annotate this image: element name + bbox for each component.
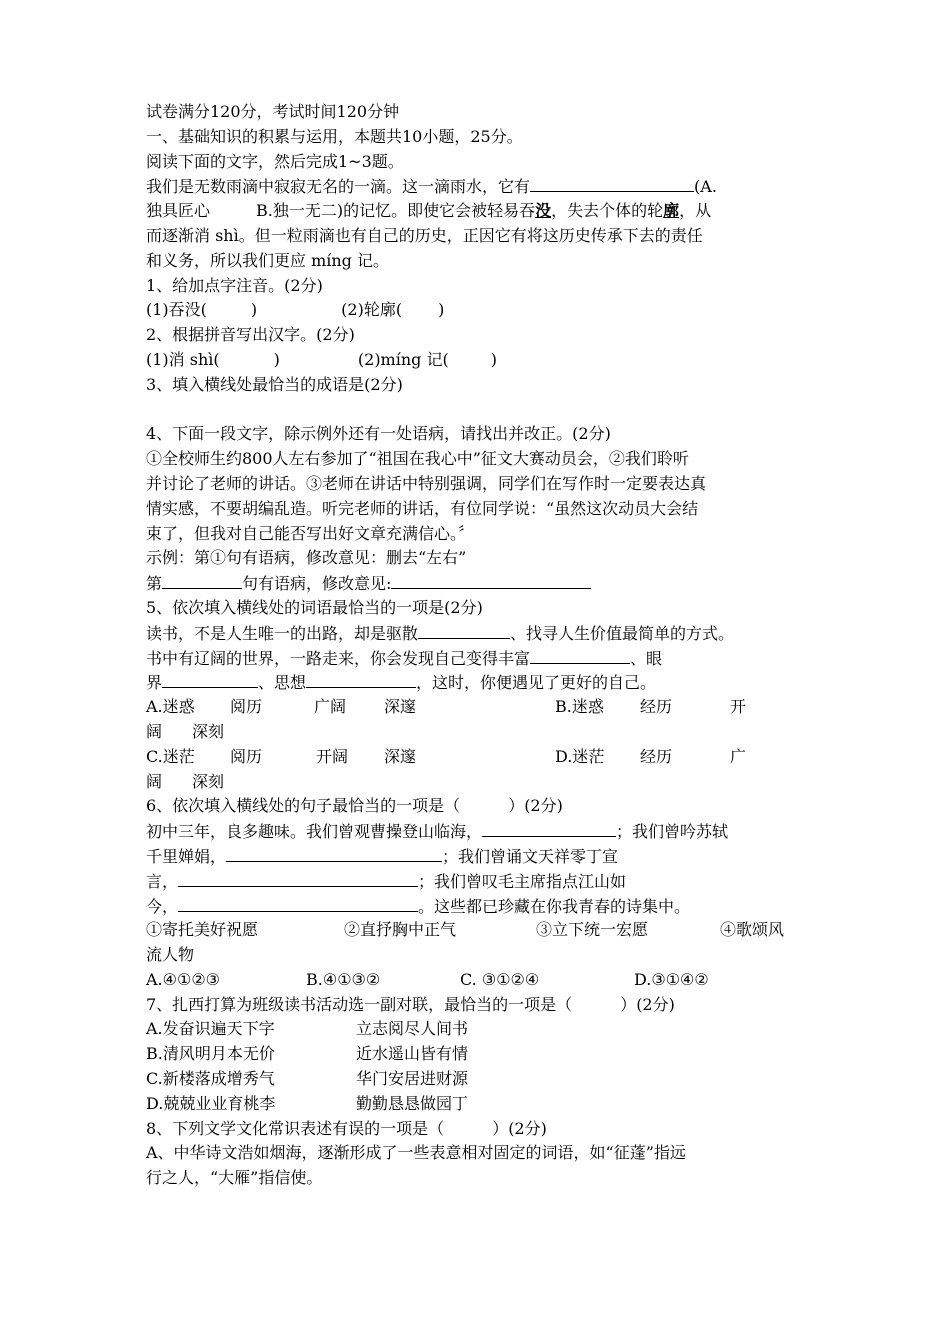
passage-line-4: 和义务，所以我们更应 míng 记。 bbox=[146, 250, 390, 270]
fill-blank[interactable] bbox=[530, 646, 630, 664]
q6-stem: 6、依次填入横线处的句子最恰当的一项是（ ）(2分) bbox=[146, 796, 563, 816]
q8-stem: 8、下列文学文化常识表述有误的一项是（ ）(2分) bbox=[146, 1118, 547, 1138]
fill-blank[interactable] bbox=[178, 894, 418, 912]
fill-blank[interactable] bbox=[418, 621, 510, 639]
option-b[interactable]: B.迷惑 bbox=[555, 697, 604, 717]
q6-items: ①寄托美好祝愿 ②直抒胸中正气 ③立下统一宏愿 ④歌颂风 bbox=[146, 920, 785, 940]
q6-options bbox=[146, 968, 826, 993]
q7-option-a[interactable]: A.发奋识遍天下字 立志阅尽人间书 bbox=[146, 1019, 469, 1039]
passage-line-2: 独具匠心 B.独一无二)的记忆。即使它会被轻易吞没，失去个体的轮廓，从 bbox=[146, 201, 712, 221]
q5-options-ab: A.迷惑 阅历 广阔 深邃 B.迷惑 经历 开 bbox=[146, 695, 826, 720]
q2-answers: (1)消 shì( ) (2)míng 记( ) bbox=[146, 349, 497, 369]
q8-option-a-2: 行之人，“大雁”指信使。 bbox=[146, 1168, 323, 1188]
q2-stem: 2、根据拼音写出汉字。(2分) bbox=[146, 325, 355, 345]
fill-blank[interactable] bbox=[530, 174, 694, 192]
fill-blank[interactable] bbox=[162, 670, 258, 688]
q4-answer: 第 句有语病，修改意见: bbox=[146, 571, 826, 596]
fill-blank[interactable] bbox=[482, 819, 616, 837]
q6-passage-2: 千里婵娟， ；我们曾诵文天祥零丁宣 bbox=[146, 844, 826, 869]
q5-passage-1: 读书，不是人生唯一的出路，却是驱散 、找寻人生价值最简单的方式。 bbox=[146, 621, 826, 646]
q5-passage-2: 书中有辽阔的世界，一路走来，你会发现自己变得丰富 、眼 bbox=[146, 646, 826, 671]
revision-blank[interactable] bbox=[391, 571, 591, 589]
q3-stem: 3、填入横线处最恰当的成语是(2分) bbox=[146, 374, 403, 394]
q6-items-wrap: 流人物 bbox=[146, 945, 195, 965]
section-title: 一、基础知识的积累与运用，本题共10小题，25分。 bbox=[146, 126, 523, 146]
fill-blank[interactable] bbox=[226, 844, 442, 862]
passage-line-3: 而逐渐消 shì。但一粒雨滴也有自己的历史，正因它有将这历史传承下去的责任 bbox=[146, 225, 703, 245]
exam-header: 试卷满分120分，考试时间120分钟 bbox=[146, 102, 400, 121]
q7-stem: 7、扎西打算为班级读书活动选一副对联，最恰当的一项是（ ）(2分) bbox=[146, 994, 675, 1014]
fill-blank[interactable] bbox=[178, 869, 418, 887]
reading-instruction: 阅读下面的文字，然后完成1~3题。 bbox=[146, 151, 404, 171]
q5-passage-3: 界 、思想 ，这时，你便遇见了更好的自己。 bbox=[146, 670, 826, 695]
q4-passage-1: ①全校师生约800人左右参加了“祖国在我心中”征文大赛动员会，②我们聆听 bbox=[146, 449, 689, 469]
q4-stem: 4、下面一段文字，除示例外还有一处语病，请找出并改正。(2分) bbox=[146, 424, 611, 444]
option-a[interactable]: A.④①②③ bbox=[146, 969, 221, 989]
q5-options-b-wrap: 阔 深刻 bbox=[146, 721, 225, 741]
option-d[interactable]: D.迷茫 bbox=[555, 746, 605, 766]
q6-passage-1: 初中三年，良多趣味。我们曾观曹操登山临海， ；我们曾吟苏轼 bbox=[146, 819, 826, 844]
option-d[interactable]: D.③①④② bbox=[634, 969, 709, 989]
option-c[interactable]: C.迷茫 bbox=[146, 746, 195, 766]
q7-option-d[interactable]: D.兢兢业业育桃李 勤勤恳恳做园丁 bbox=[146, 1093, 469, 1113]
q6-passage-4: 今， 。这些都已珍藏在你我青春的诗集中。 bbox=[146, 894, 826, 919]
q8-option-a-1: A、中华诗文浩如烟海，逐渐形成了一些表意相对固定的词语，如“征蓬”指远 bbox=[146, 1143, 686, 1163]
option-a[interactable]: A.迷惑 bbox=[146, 697, 195, 717]
q4-passage-2: 并讨论了老师的讲话。③老师在讲话中特别强调，同学们在写作时一定要表达真 bbox=[146, 473, 707, 493]
fill-blank[interactable] bbox=[306, 670, 416, 688]
q1-stem: 1、给加点字注音。(2分) bbox=[146, 275, 323, 295]
q5-options-d-wrap: 阔 深刻 bbox=[146, 771, 225, 791]
q1-answers: (1)吞没( ) (2)轮廓( ) bbox=[146, 300, 445, 320]
q7-option-c[interactable]: C.新楼落成增秀气 华门安居进财源 bbox=[146, 1069, 469, 1089]
passage-line-1: 我们是无数雨滴中寂寂无名的一滴。这一滴雨水，它有 (A. bbox=[146, 174, 826, 199]
option-b[interactable]: B.④①③② bbox=[306, 969, 381, 989]
q6-passage-3: 言， ；我们曾叹毛主席指点江山如 bbox=[146, 869, 826, 894]
sentence-number-blank[interactable] bbox=[162, 571, 242, 589]
q4-passage-3: 情实感，不要胡编乱造。听完老师的讲话，有位同学说：“虽然这次动员大会结 bbox=[146, 498, 699, 518]
q7-option-b[interactable]: B.清风明月本无价 近水遥山皆有情 bbox=[146, 1044, 469, 1064]
exam-page bbox=[146, 100, 826, 1191]
q5-options-cd: C.迷茫 阅历 开阔 深邃 D.迷茫 经历 广 bbox=[146, 745, 826, 770]
q5-stem: 5、依次填入横线处的词语最恰当的一项是(2分) bbox=[146, 597, 483, 617]
q4-example: 示例：第①句有语病，修改意见：删去“左右” bbox=[146, 548, 467, 568]
dotted-char-kuo: 廓 bbox=[663, 201, 680, 221]
q4-passage-4: 束了，但我对自己能否写出好文章充满信心。〞 bbox=[146, 523, 475, 543]
dotted-char-mo: 没 bbox=[535, 201, 552, 221]
option-c[interactable]: C. ③①②④ bbox=[460, 969, 540, 989]
